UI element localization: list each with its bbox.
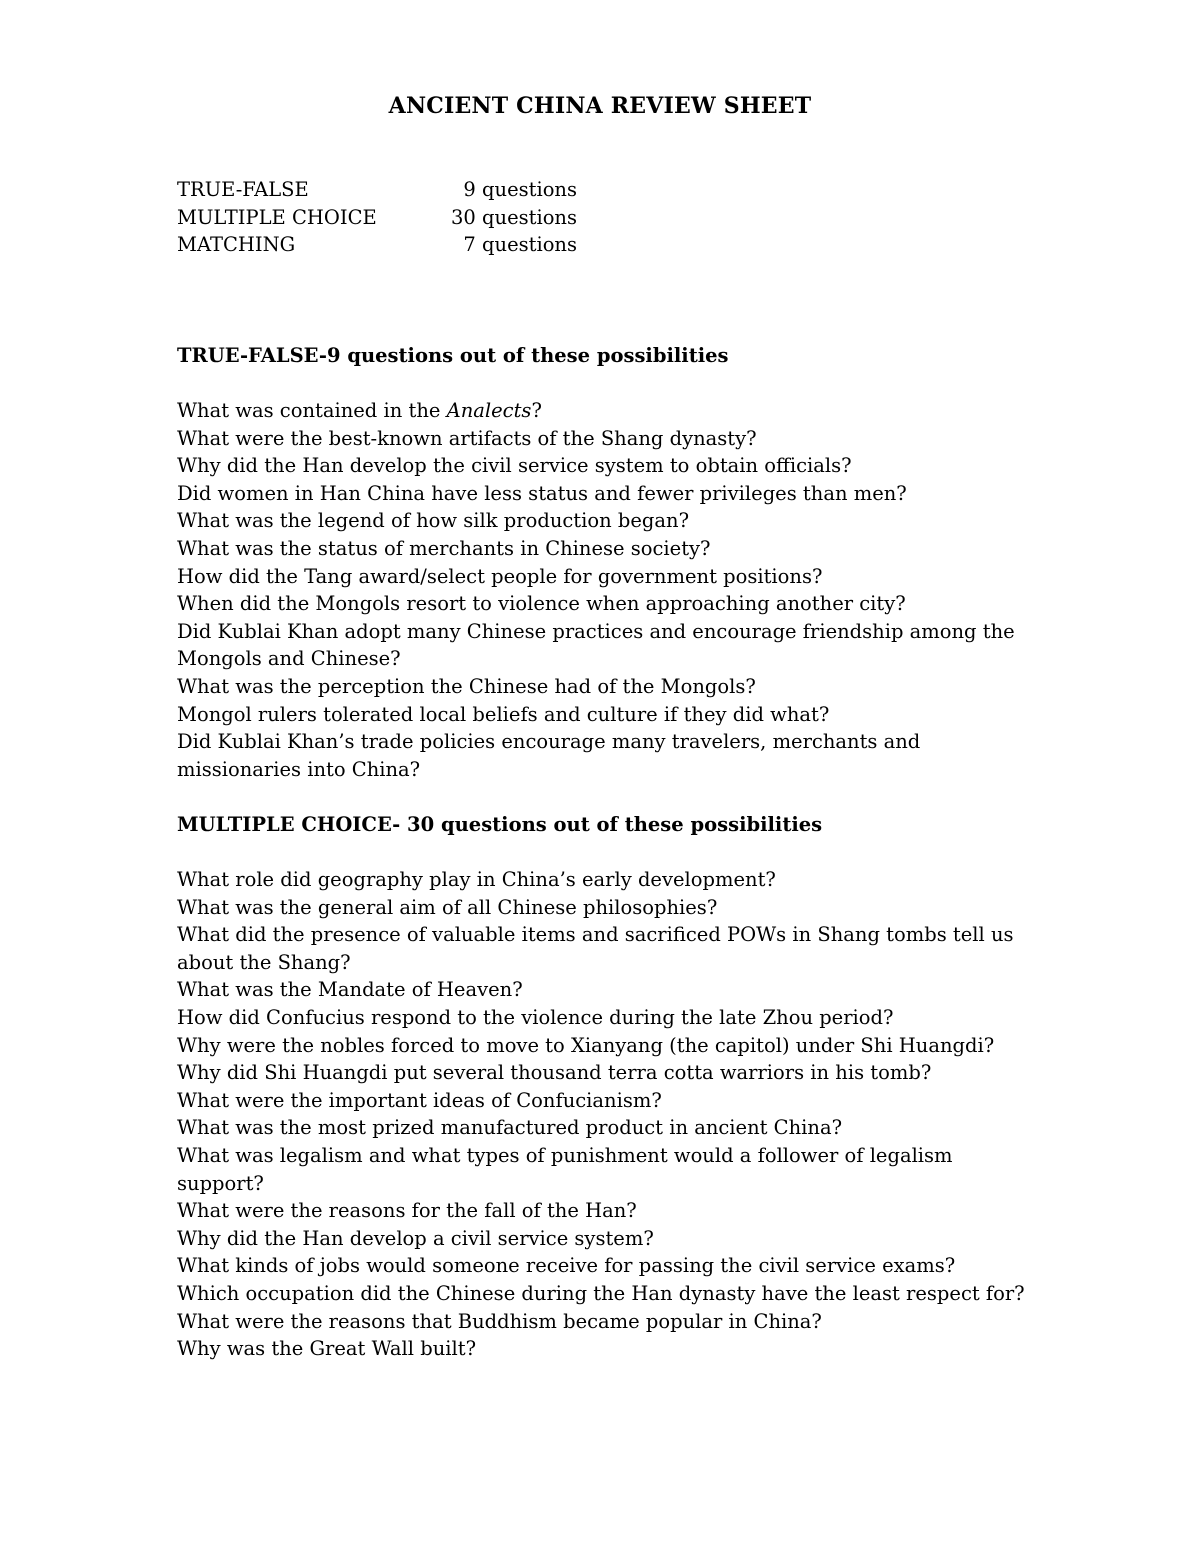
question-item: What were the best-known artifacts of the Shang dynasty?	[177, 426, 757, 450]
question-item: Why were the nobles forced to move to Xianyang (the capitol) under Shi Huangdi?	[177, 1033, 995, 1057]
question-text-part: ?	[531, 399, 542, 422]
question-item: What did the presence of valuable items and sacrificed POWs in Shang tombs tell us about the Shang?	[177, 923, 1014, 974]
summary-count: 9 questions	[463, 178, 577, 201]
question-item: How did the Tang award/select people for government positions?	[177, 564, 823, 588]
question-item: What was the legend of how silk production began?	[177, 509, 690, 533]
question-item: What was legalism and what types of punishment would a follower of legalism support?	[177, 1143, 953, 1195]
question-item: Did Kublai Khan’s trade policies encourage many travelers, merchants and missionaries into China?	[177, 730, 921, 781]
question-text-part: What was contained in the	[177, 399, 447, 422]
question-item: What were the important ideas of Confucianism?	[177, 1088, 662, 1112]
summary-row	[177, 176, 577, 204]
true-false-question-list	[177, 397, 1037, 783]
question-item: What role did geography play in China’s early development?	[177, 868, 776, 891]
summary-count: 30 questions	[451, 205, 577, 229]
question-item: What was the status of merchants in Chinese society?	[177, 536, 711, 560]
summary-type: TRUE-FALSE	[177, 178, 309, 201]
summary-type: MATCHING	[177, 233, 296, 257]
exam-summary	[177, 176, 577, 259]
question-item: What was the general aim of all Chinese philosophies?	[177, 895, 718, 919]
multiple-choice-question-list	[177, 866, 1037, 1363]
question-item: When did the Mongols resort to violence when approaching another city?	[177, 592, 906, 616]
question-item: Why did the Han develop the civil service system to obtain officials?	[177, 454, 852, 478]
book-title: Analects	[446, 399, 532, 422]
question-item: Which occupation did the Chinese during the Han dynasty have the least respect for?	[177, 1281, 1025, 1305]
question-item: What was the perception the Chinese had of the Mongols?	[177, 674, 756, 698]
question-item: What was the most prized manufactured product in ancient China?	[177, 1116, 843, 1140]
summary-row	[177, 231, 577, 259]
question-item: Mongol rulers tolerated local beliefs and culture if they did what?	[177, 702, 830, 726]
question-item: Did Kublai Khan adopt many Chinese practices and encourage friendship among the Mongols and Chinese?	[177, 619, 1015, 671]
question-item: Did women in Han China have less status and fewer privileges than men?	[177, 481, 907, 505]
question-item: How did Confucius respond to the violence during the late Zhou period?	[177, 1005, 894, 1029]
question-item: Why did Shi Huangdi put several thousand terra cotta warriors in his tomb?	[177, 1061, 932, 1085]
multiple-choice-heading: MULTIPLE CHOICE- 30 questions out of these possibilities	[177, 813, 823, 836]
question-item: Why did the Han develop a civil service system?	[177, 1226, 654, 1250]
question-item: What were the reasons that Buddhism became popular in China?	[177, 1309, 822, 1333]
question-item: Why was the Great Wall built?	[177, 1337, 477, 1361]
question-item: What were the reasons for the fall of the Han?	[177, 1199, 637, 1223]
summary-type: MULTIPLE CHOICE	[177, 205, 377, 229]
summary-row	[177, 204, 577, 232]
true-false-heading: TRUE-FALSE-9 questions out of these possibilities	[177, 344, 729, 367]
page-title: ANCIENT CHINA REVIEW SHEET	[388, 93, 812, 119]
summary-count: 7 questions	[463, 233, 577, 257]
question-item: What was the Mandate of Heaven?	[177, 978, 523, 1002]
question-item	[177, 397, 1037, 425]
question-item: What kinds of jobs would someone receive for passing the civil service exams?	[177, 1254, 956, 1278]
